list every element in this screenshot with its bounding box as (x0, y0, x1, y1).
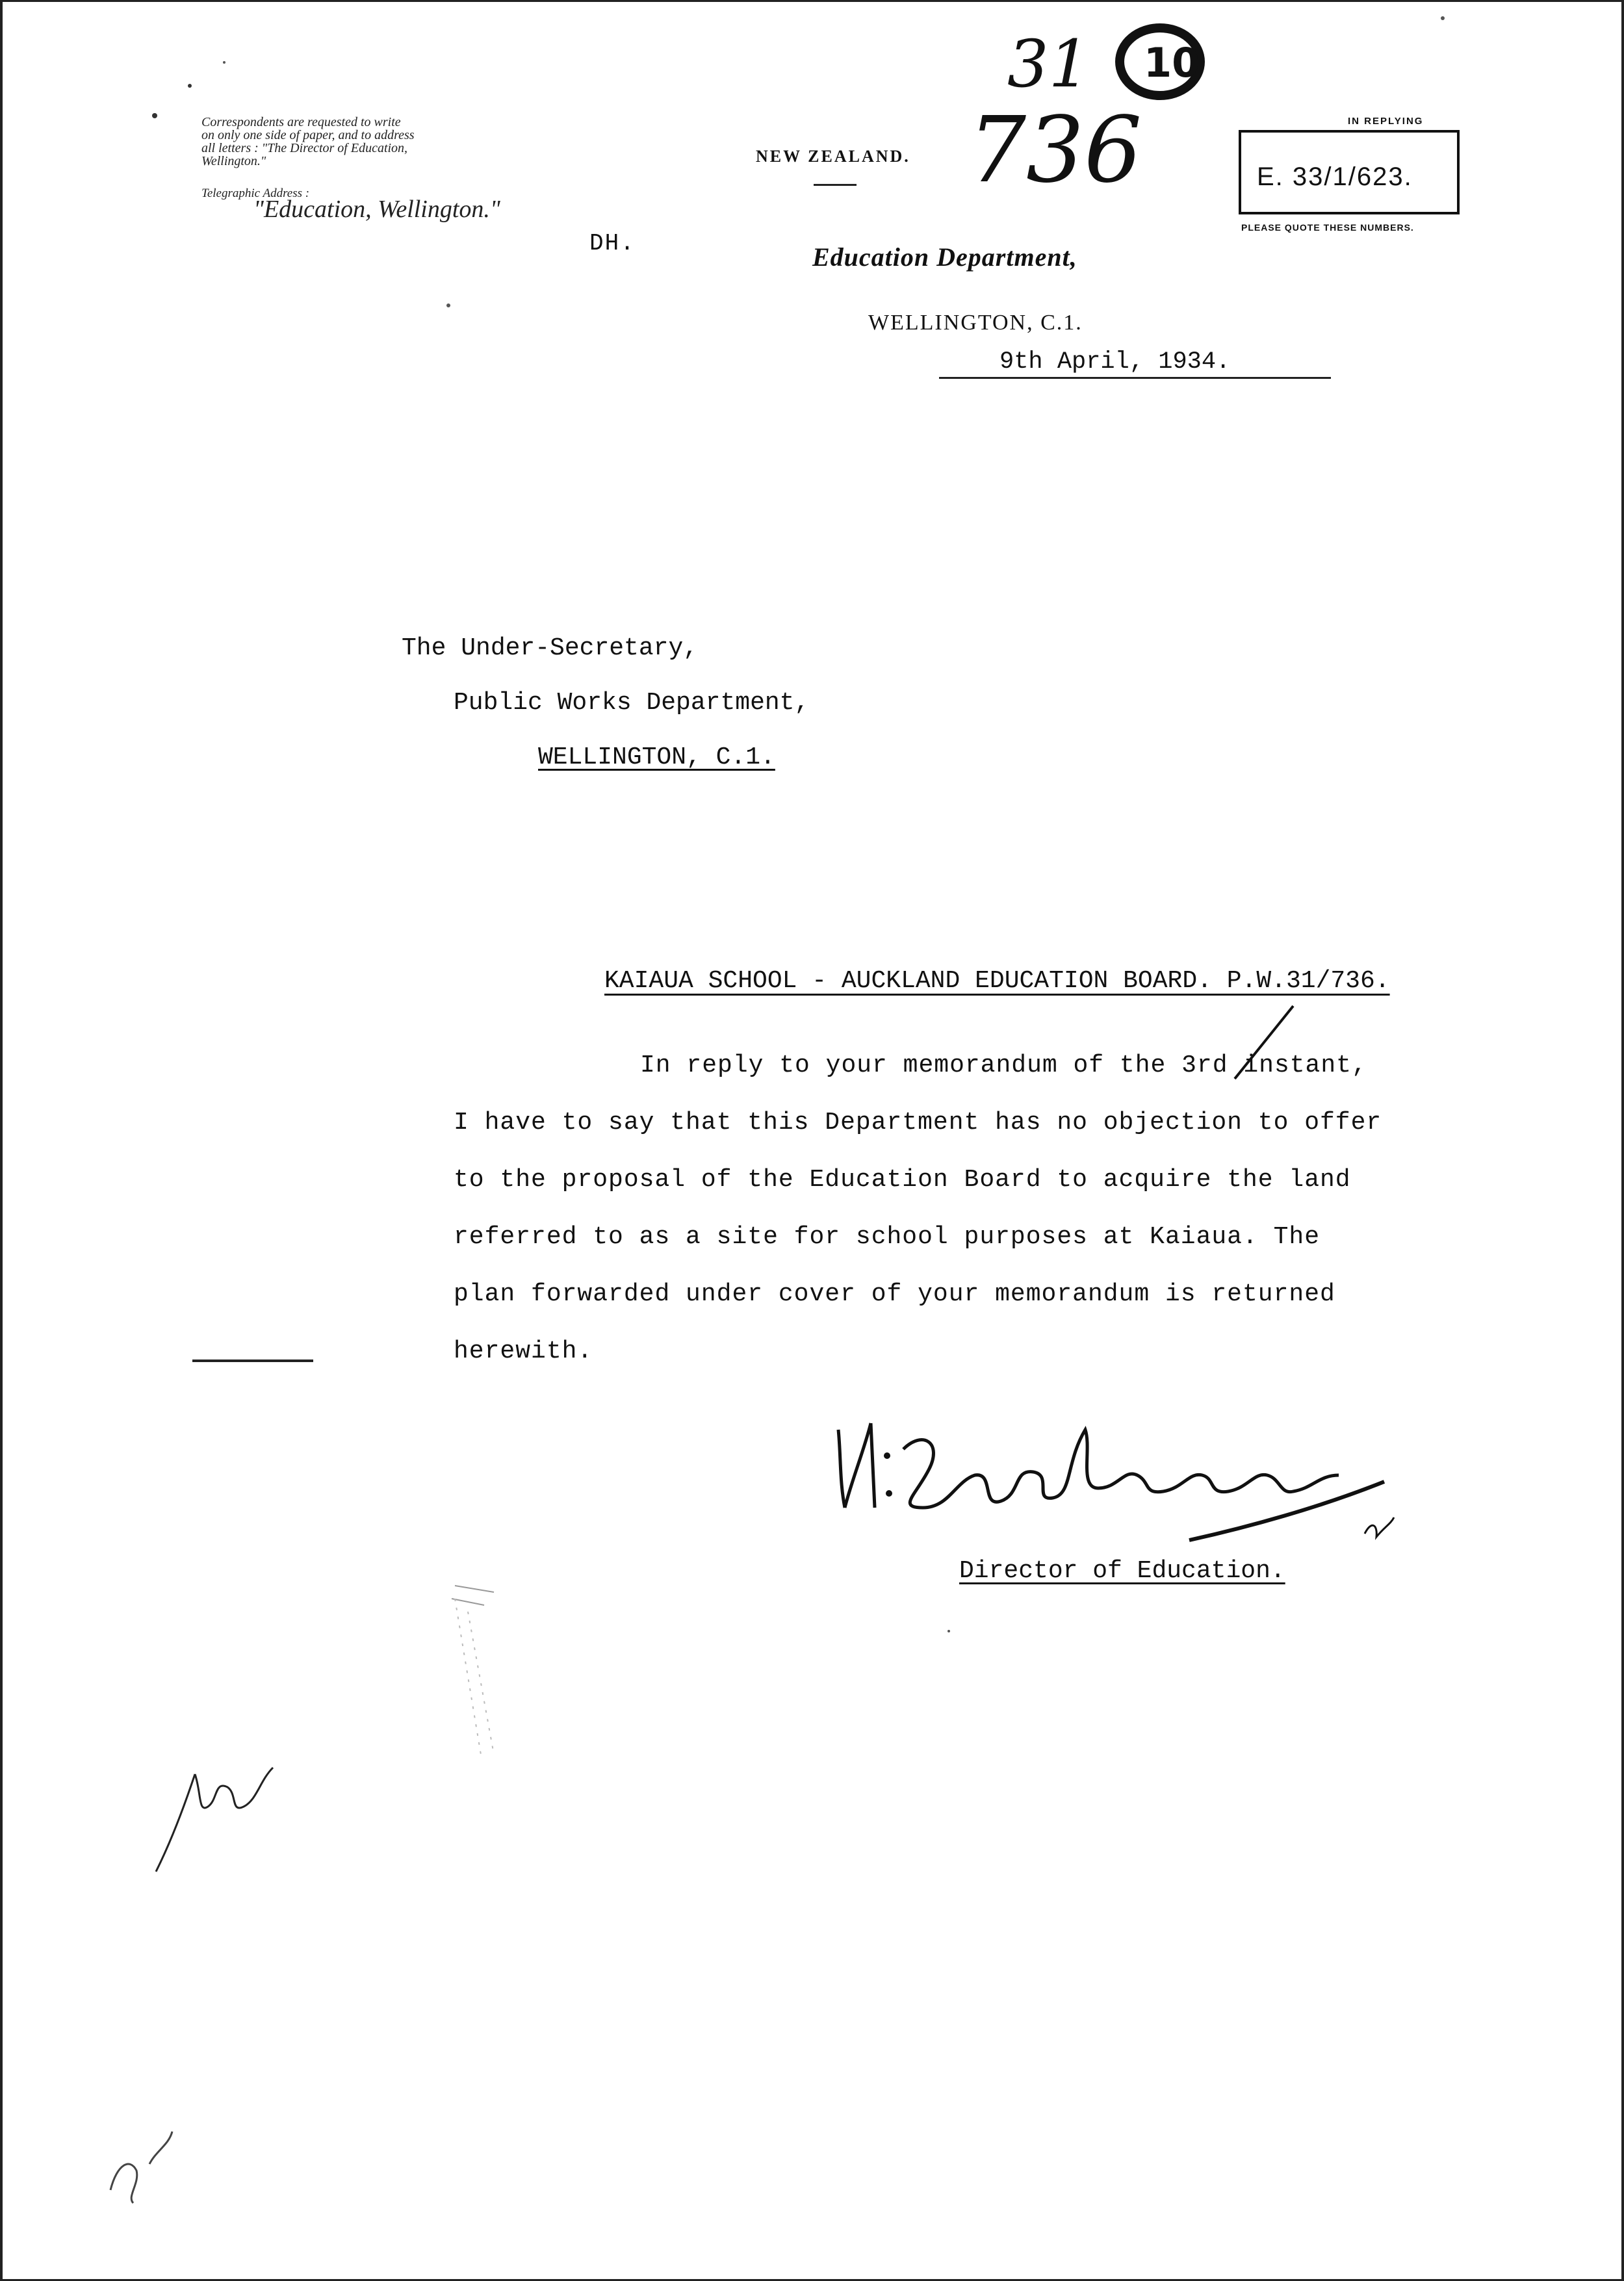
correspondence-note-line: Wellington." (201, 154, 266, 168)
letter-date: 9th April, 1934. (999, 348, 1231, 376)
body-line: herewith. (454, 1337, 593, 1365)
telegraphic-address (201, 186, 500, 223)
circled-number: 10 (1144, 39, 1200, 86)
department-name: Education Department, (812, 242, 1077, 272)
telegraphic-address-value: "Education, Wellington." (253, 196, 500, 223)
handwritten-file-bottom: 736 (968, 97, 1142, 203)
quote-numbers-note: PLEASE QUOTE THESE NUMBERS. (1241, 222, 1414, 233)
addressee-line-1: The Under-Secretary, (402, 634, 699, 662)
subject-line: KAIAUA SCHOOL - AUCKLAND EDUCATION BOARD. P.W.31/736. (604, 967, 1390, 995)
body-line: referred to as a site for school purposes at Kaiaua. The (454, 1223, 1321, 1251)
circled-number-mark (1111, 19, 1209, 104)
reference-initials: DH. (589, 230, 636, 257)
handwritten-tick-mark (1228, 1001, 1306, 1085)
reply-label: IN REPLYING (1348, 116, 1424, 127)
page-border-right (1621, 0, 1624, 2281)
telegraphic-label: Telegraphic Address : (201, 187, 310, 200)
letterhead-location: WELLINGTON, C.1. (868, 311, 1083, 335)
addressee-line-3: WELLINGTON, C.1. (538, 743, 775, 771)
body-line: In reply to your memorandum of the 3rd instant, (640, 1051, 1367, 1079)
body-line: to the proposal of the Education Board to acquire the land (454, 1166, 1351, 1194)
correspondence-note-line: Correspondents are requested to write (201, 115, 401, 129)
correspondence-note-line: on only one side of paper, and to address (201, 128, 415, 142)
date-underline (939, 377, 1331, 379)
body-line: I have to say that this Department has no objection to offer (454, 1109, 1382, 1137)
signatory-title: Director of Education. (959, 1557, 1285, 1585)
correspondence-note-line: all letters : "The Director of Education, (201, 141, 408, 155)
handwritten-file-top: 31 (1007, 26, 1090, 102)
page-border-top (0, 0, 1624, 2)
country-divider (814, 184, 857, 186)
director-signature (825, 1410, 1410, 1566)
correspondence-note (201, 116, 415, 168)
body-line: plan forwarded under cover of your memorandum is returned (454, 1280, 1335, 1308)
margin-rule (192, 1360, 313, 1362)
country-heading: NEW ZEALAND. (756, 147, 910, 166)
page-border-left (0, 0, 3, 2281)
reply-reference-number: E. 33/1/623. (1257, 162, 1413, 191)
addressee-line-2: Public Works Department, (454, 689, 810, 717)
